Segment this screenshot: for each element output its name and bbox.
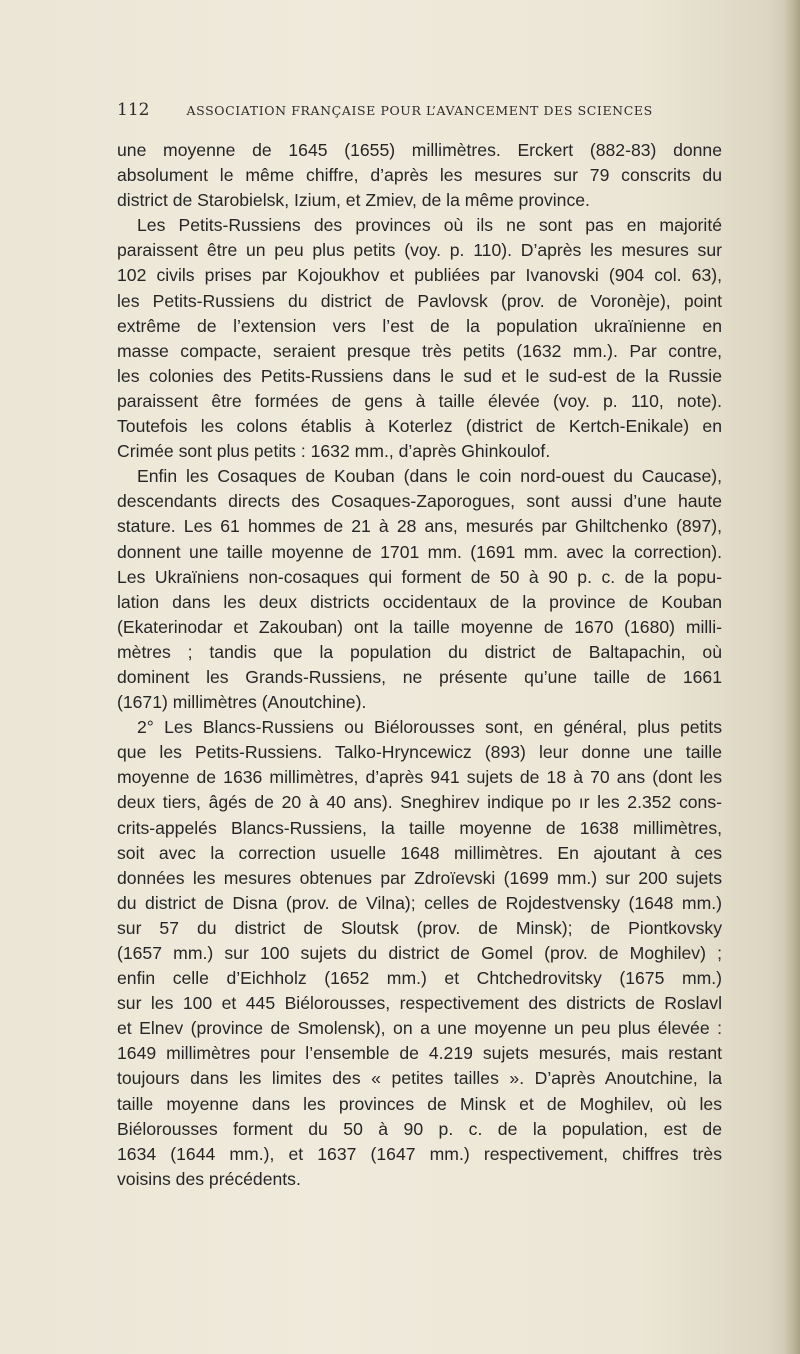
running-head: ASSOCIATION FRANÇAISE POUR L’AVANCEMENT DES SCIENCES — [186, 103, 653, 118]
text-line: une moyenne de 1645 (1655) millimètres. Erckert (882-83) donne — [117, 140, 722, 160]
text-line: paraissent être formées de gens à taille élevée (voy. p. 110, note). — [117, 390, 722, 411]
text-line: soit avec la correction usuelle 1648 millimètres. En ajoutant à ces — [117, 842, 722, 863]
text-line: 1649 millimètres pour l’ensemble de 4.219 sujets mesurés, mais restant — [117, 1043, 722, 1064]
text-line: extrême de l’extension vers l’est de la population ukraïnienne en — [117, 315, 722, 336]
text-line: mètres ; tandis que la population du district de Baltapachin, où — [117, 641, 722, 662]
text-line: Enfin les Cosaques de Kouban (dans le coin nord-ouest du Caucase), — [137, 466, 722, 487]
text-line: (Ekaterinodar et Zakouban) ont la taille moyenne de 1670 (1680) milli- — [117, 616, 722, 637]
text-line: 2° Les Blancs-Russiens ou Biélorousses sont, en général, plus petits — [137, 717, 722, 738]
text-line: (1671) millimètres (Anoutchine). — [117, 692, 367, 713]
text-line: district de Starobielsk, Izium, et Zmiev, de la même province. — [117, 190, 590, 211]
text-line: Toutefois les colons établis à Koterlez (district de Kertch-Enikale) en — [117, 416, 722, 437]
text-line: sur 57 du district de Sloutsk (prov. de Minsk); de Piontkovsky — [117, 917, 722, 938]
text-line: Les Ukraïniens non-cosaques qui forment de 50 à 90 p. c. de la popu- — [117, 566, 722, 587]
text-line: les colonies des Petits-Russiens dans le sud et le sud-est de la Russie — [117, 365, 722, 386]
text-line: 102 civils prises par Kojoukhov et publiées par Ivanovski (904 col. 63), — [117, 265, 722, 286]
text-line: donnent une taille moyenne de 1701 mm. (1691 mm. avec la correction). — [117, 541, 722, 562]
text-line: Crimée sont plus petits : 1632 mm., d’après Ghinkoulof. — [117, 441, 551, 462]
text-line: et Elnev (province de Smolensk), on a une moyenne un peu plus élevée : — [117, 1018, 722, 1039]
body-text — [117, 138, 722, 1192]
text-line: que les Petits-Russiens. Talko-Hryncewicz (893) leur donne une taille — [117, 742, 722, 763]
text-line: moyenne de 1636 millimètres, d’après 941 sujets de 18 à 70 ans (dont les — [117, 767, 722, 788]
text-line: Les Petits-Russiens des provinces où ils ne sont pas en majorité — [137, 215, 722, 236]
text-line: voisins des précédents. — [117, 1168, 301, 1189]
text-line: toujours dans les limites des « petites tailles ». D’après Anoutchine, la — [117, 1068, 722, 1089]
text-line: crits-appelés Blancs-Russiens, la taille moyenne de 1638 millimètres, — [117, 817, 722, 838]
text-line: Biélorousses forment du 50 à 90 p. c. de la population, est de — [117, 1118, 722, 1139]
text-line: données les mesures obtenues par Zdroïevski (1699 mm.) sur 200 sujets — [117, 867, 722, 888]
text-line: (1657 mm.) sur 100 sujets du district de Gomel (prov. de Moghilev) ; — [117, 943, 722, 963]
text-line: du district de Disna (prov. de Vilna); celles de Rojdestvensky (1648 mm.) — [117, 892, 722, 913]
text-line: stature. Les 61 hommes de 21 à 28 ans, mesurés par Ghiltchenko (897), — [117, 516, 722, 537]
text-line: les Petits-Russiens du district de Pavlovsk (prov. de Voronèje), point — [117, 290, 722, 311]
text-line: taille moyenne dans les provinces de Minsk et de Moghilev, où les — [117, 1093, 722, 1114]
text-line: dominent les Grands-Russiens, ne présente qu’une taille de 1661 — [117, 666, 722, 687]
text-line: absolument le même chiffre, d’après les mesures sur 79 conscrits du — [117, 165, 722, 186]
page-edge-shadow — [784, 0, 800, 1354]
text-line: masse compacte, seraient presque très petits (1632 mm.). Par contre, — [117, 340, 722, 361]
text-line: 1634 (1644 mm.), et 1637 (1647 mm.) respectivement, chiffres très — [117, 1143, 722, 1164]
text-line: descendants directs des Cosaques-Zaporogues, sont aussi d’une haute — [117, 491, 722, 512]
page-header — [117, 100, 677, 120]
text-line: deux tiers, âgés de 20 à 40 ans). Sneghirev indique po ır les 2.352 cons- — [117, 792, 722, 813]
page-number: 112 — [117, 100, 150, 120]
text-line: sur les 100 et 445 Biélorousses, respectivement des districts de Roslavl — [117, 993, 722, 1014]
text-line: lation dans les deux districts occidentaux de la province de Kouban — [117, 591, 722, 612]
text-line: enfin celle d’Eichholz (1652 mm.) et Chtchedrovitsky (1675 mm.) — [117, 968, 722, 989]
text-line: paraissent être un peu plus petits (voy. p. 110). D’après les mesures sur — [117, 240, 722, 261]
